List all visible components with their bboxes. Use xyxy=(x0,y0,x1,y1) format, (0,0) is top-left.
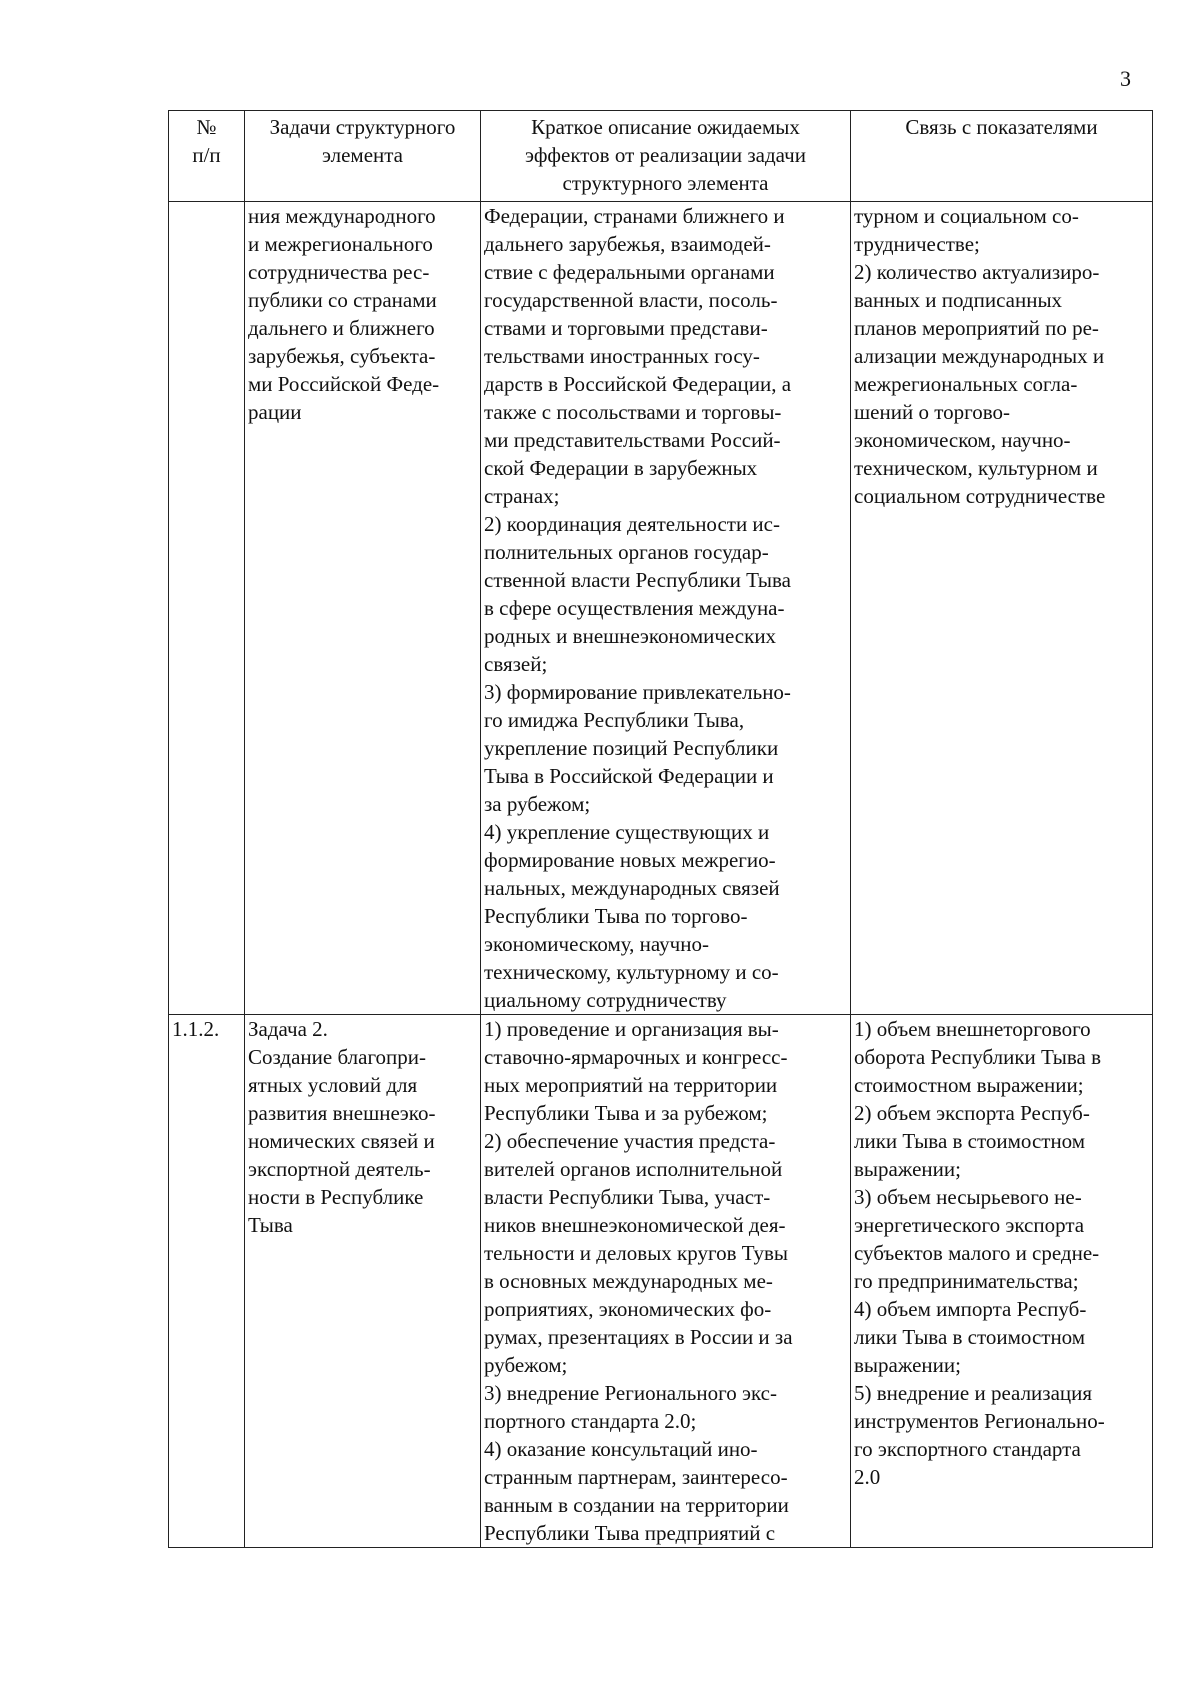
text-line: ственной власти Республики Тыва xyxy=(484,568,791,592)
text-line: 2) обеспечение участия предста- xyxy=(484,1129,776,1153)
text-line: странах; xyxy=(484,484,560,508)
text-line: ных мероприятий на территории xyxy=(484,1073,778,1097)
task-cell xyxy=(245,1015,481,1548)
text-line: го имиджа Республики Тыва, xyxy=(484,708,745,732)
text-line: за рубежом; xyxy=(484,792,591,816)
text-line: инструментов Регионально- xyxy=(854,1409,1105,1433)
text-line: Тыва xyxy=(248,1213,293,1237)
text-line: ников внешнеэкономической дея- xyxy=(484,1213,786,1237)
text-line: 1) проведение и организация вы- xyxy=(484,1017,779,1041)
text-line: № xyxy=(196,115,217,139)
text-line: выражении; xyxy=(854,1157,961,1181)
row-number: 1.1.2. xyxy=(169,1015,245,1548)
text-line: 4) укрепление существующих и xyxy=(484,820,770,844)
text-line: рубежом; xyxy=(484,1353,568,1377)
text-line: ализации международных и xyxy=(854,344,1105,368)
text-line: эффектов от реализации задачи xyxy=(525,143,806,167)
text-line: 2) количество актуализиро- xyxy=(854,260,1100,284)
text-line: Задачи структурного xyxy=(269,115,456,139)
text-line: формирование новых межрегио- xyxy=(484,848,776,872)
text-line: полнительных органов государ- xyxy=(484,540,769,564)
text-line: в сфере осуществления междуна- xyxy=(484,596,785,620)
text-line: власти Республики Тыва, участ- xyxy=(484,1185,771,1209)
text-line: стоимостном выражении; xyxy=(854,1073,1084,1097)
text-line: тельности и деловых кругов Тувы xyxy=(484,1241,789,1265)
text-line: Республики Тыва предприятий с xyxy=(484,1521,776,1545)
text-line: 2.0 xyxy=(854,1465,881,1489)
text-line: 3) формирование привлекательно- xyxy=(484,680,791,704)
text-line: ности в Республике xyxy=(248,1185,424,1209)
row-number xyxy=(169,202,245,1015)
text-line: экспортной деятель- xyxy=(248,1157,431,1181)
text-line: трудничестве; xyxy=(854,232,980,256)
tasks-table xyxy=(168,110,1153,1548)
text-line: и межрегионального xyxy=(248,232,433,256)
header-tasks xyxy=(245,111,481,202)
text-line: родных и внешнеэкономических xyxy=(484,624,777,648)
text-line: номических связей и xyxy=(248,1129,435,1153)
text-line: экономическому, научно- xyxy=(484,932,709,956)
text-line: ния международного xyxy=(248,204,436,228)
text-line: 4) оказание консультаций ино- xyxy=(484,1437,758,1461)
text-line: техническому, культурному и со- xyxy=(484,960,779,984)
indicators-cell xyxy=(851,1015,1153,1548)
text-line: Республики Тыва и за рубежом; xyxy=(484,1101,768,1125)
text-line: энергетического экспорта xyxy=(854,1213,1085,1237)
effects-cell xyxy=(481,202,851,1015)
text-line: выражении; xyxy=(854,1353,961,1377)
text-line: нальных, международных связей xyxy=(484,876,780,900)
indicators-cell xyxy=(851,202,1153,1015)
text-line: субъектов малого и средне- xyxy=(854,1241,1100,1265)
text-line: ставочно-ярмарочных и конгресс- xyxy=(484,1045,788,1069)
header-number xyxy=(169,111,245,202)
text-line: оборота Республики Тыва в xyxy=(854,1045,1102,1069)
text-line: 3) объем несырьевого не- xyxy=(854,1185,1082,1209)
text-line: государственной власти, посоль- xyxy=(484,288,778,312)
text-line: Федерации, странами ближнего и xyxy=(484,204,785,228)
text-line: Создание благопри- xyxy=(248,1045,426,1069)
text-line: лики Тыва в стоимостном xyxy=(854,1129,1086,1153)
text-line: 3) внедрение Регионального экс- xyxy=(484,1381,777,1405)
table-row xyxy=(169,202,1153,1015)
text-line: роприятиях, экономических фо- xyxy=(484,1297,772,1321)
page-number: 3 xyxy=(1120,66,1131,91)
text-line: шений о торгово- xyxy=(854,400,1010,424)
text-line: Задача 2. xyxy=(248,1017,328,1041)
text-line: связей; xyxy=(484,652,548,676)
text-line: Республики Тыва по торгово- xyxy=(484,904,748,928)
text-line: Тыва в Российской Федерации и xyxy=(484,764,774,788)
text-line: ствами и торговыми представи- xyxy=(484,316,768,340)
text-line: укрепление позиций Республики xyxy=(484,736,779,760)
text-line: социальном сотрудничестве xyxy=(854,484,1106,508)
text-line: структурного элемента xyxy=(562,171,769,195)
task-cell xyxy=(245,202,481,1015)
text-line: экономическом, научно- xyxy=(854,428,1071,452)
text-line: вителей органов исполнительной xyxy=(484,1157,783,1181)
text-line: румах, презентациях в России и за xyxy=(484,1325,793,1349)
text-line: ской Федерации в зарубежных xyxy=(484,456,758,480)
text-line: п/п xyxy=(192,143,221,167)
text-line: дальнего и ближнего xyxy=(248,316,435,340)
text-line: 4) объем импорта Респуб- xyxy=(854,1297,1087,1321)
text-line: развития внешнеэко- xyxy=(248,1101,436,1125)
table-row xyxy=(169,1015,1153,1548)
text-line: рации xyxy=(248,400,302,424)
text-line: ятных условий для xyxy=(248,1073,418,1097)
text-line: Краткое описание ожидаемых xyxy=(531,115,800,139)
text-line: циальному сотрудничеству xyxy=(484,988,727,1012)
text-line: ми Российской Феде- xyxy=(248,372,440,396)
effects-cell xyxy=(481,1015,851,1548)
text-line: лики Тыва в стоимостном xyxy=(854,1325,1086,1349)
text-line: сотрудничества рес- xyxy=(248,260,430,284)
text-line: 5) внедрение и реализация xyxy=(854,1381,1093,1405)
text-line: 2) координация деятельности ис- xyxy=(484,512,780,536)
text-line: элемента xyxy=(321,143,404,167)
text-line: зарубежья, субъекта- xyxy=(248,344,436,368)
text-line: ванных и подписанных xyxy=(854,288,1063,312)
text-line: ствие с федеральными органами xyxy=(484,260,775,284)
text-line: 1) объем внешнеторгового xyxy=(854,1017,1091,1041)
text-line: дарств в Российской Федерации, а xyxy=(484,372,792,396)
text-line: странным партнерам, заинтересо- xyxy=(484,1465,788,1489)
table-header-row xyxy=(169,111,1153,202)
text-line: ми представительствами Россий- xyxy=(484,428,781,452)
text-line: планов мероприятий по ре- xyxy=(854,316,1099,340)
text-line: го предпринимательства; xyxy=(854,1269,1079,1293)
header-indicators xyxy=(851,111,1153,202)
text-line: публики со странами xyxy=(248,288,437,312)
text-line: 2) объем экспорта Респуб- xyxy=(854,1101,1090,1125)
header-effects xyxy=(481,111,851,202)
text-line: также с посольствами и торговы- xyxy=(484,400,782,424)
text-line: турном и социальном со- xyxy=(854,204,1079,228)
text-line: тельствами иностранных госу- xyxy=(484,344,760,368)
text-line: межрегиональных согла- xyxy=(854,372,1078,396)
text-line: Связь с показателями xyxy=(905,115,1098,139)
text-line: портного стандарта 2.0; xyxy=(484,1409,697,1433)
text-line: го экспортного стандарта xyxy=(854,1437,1081,1461)
text-line: ванным в создании на территории xyxy=(484,1493,789,1517)
text-line: техническом, культурном и xyxy=(854,456,1098,480)
text-line: в основных международных ме- xyxy=(484,1269,773,1293)
text-line: дальнего зарубежья, взаимодей- xyxy=(484,232,771,256)
